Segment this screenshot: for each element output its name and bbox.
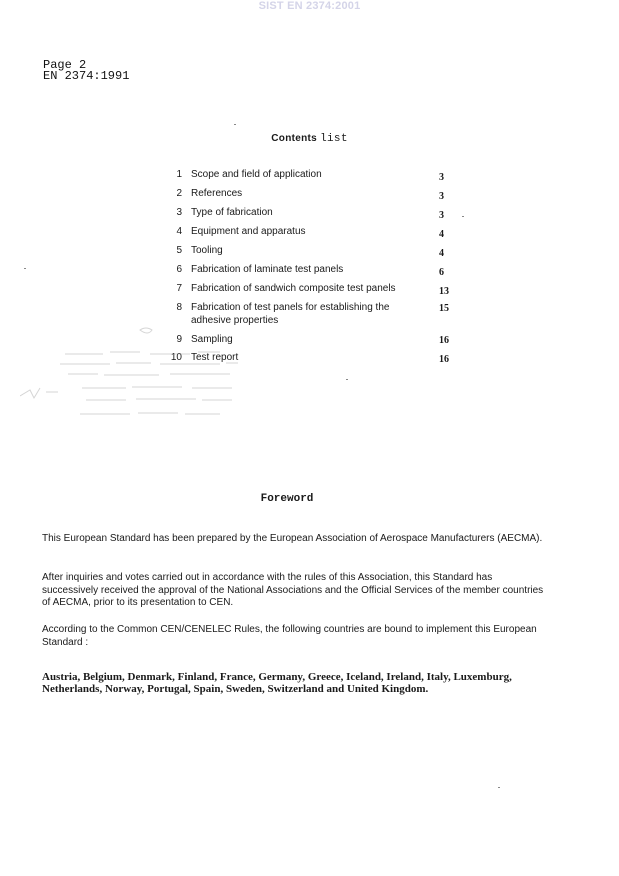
toc-item-number: 1	[176, 169, 182, 180]
toc-item-number: 9	[176, 334, 182, 345]
toc-item-page: 13	[439, 286, 449, 297]
toc-item-number: 3	[176, 207, 182, 218]
toc-item-number: 10	[170, 352, 182, 363]
contents-title	[0, 133, 619, 145]
scan-speck	[462, 216, 464, 217]
page-header	[43, 60, 129, 82]
foreword-paragraph: After inquiries and votes carried out in accordance with the rules of this Association, this Standard has successively received the approval of the National Associations and the Official Services of the member countries of AECMA, prior to its presentation to CEN.	[42, 572, 544, 608]
toc-item-title: Scope and field of application	[191, 169, 322, 180]
scan-speck	[346, 379, 348, 380]
toc-item-number: 5	[176, 245, 182, 256]
foreword-title: Foreword	[260, 493, 314, 505]
scan-speck	[498, 787, 500, 788]
foreword-paragraph: According to the Common CEN/CENELEC Rules, the following countries are bound to implement this European Standard :	[42, 624, 537, 648]
toc-item-title: Fabrication of test panels for establishing the adhesive properties	[191, 302, 390, 326]
standard-number: EN 2374:1991	[43, 69, 130, 83]
toc-item-title: Equipment and apparatus	[191, 226, 306, 237]
foreword-paragraph: This European Standard has been prepared by the European Association of Aerospace Manufacturers (AECMA).	[42, 533, 543, 544]
toc-item-page: 3	[439, 210, 444, 221]
toc-item-title: Type of fabrication	[191, 207, 273, 218]
toc-item-page: 16	[439, 354, 449, 365]
toc-item-number: 7	[176, 283, 182, 294]
toc-item-number: 6	[176, 264, 182, 275]
scan-speck	[24, 268, 26, 269]
toc-item-page: 3	[439, 191, 444, 202]
toc-item-number: 8	[176, 302, 182, 313]
watermark: SIST EN 2374:2001	[258, 0, 361, 12]
toc-item-title: References	[191, 188, 243, 199]
contents-title-bold: Contents	[271, 133, 318, 144]
toc-item-page: 3	[439, 172, 444, 183]
toc-item-title: Sampling	[191, 334, 233, 345]
contents-title-rest: list	[320, 133, 348, 145]
toc-item-page: 15	[439, 303, 449, 314]
scan-speck	[234, 124, 236, 125]
toc-item-title: Fabrication of sandwich composite test panels	[191, 283, 396, 294]
toc-item-title: Fabrication of laminate test panels	[191, 264, 344, 275]
country-list: Austria, Belgium, Denmark, Finland, France, Germany, Greece, Iceland, Ireland, Italy, Luxemburg, Netherlands, Norway, Portugal, Spain, Sweden, Switzerland and United Kingdom.	[42, 671, 512, 695]
toc-item-page: 6	[439, 267, 444, 278]
toc-item-page: 4	[439, 229, 444, 240]
toc-item-page: 4	[439, 248, 444, 259]
faded-stamp-icon	[20, 322, 250, 422]
toc-item-number: 2	[176, 188, 182, 199]
toc-item-number: 4	[176, 226, 182, 237]
toc-item-page: 16	[439, 335, 449, 346]
toc-item-title: Test report	[191, 352, 239, 363]
page-number: Page 2	[43, 58, 87, 72]
toc-item-title: Tooling	[191, 245, 223, 256]
